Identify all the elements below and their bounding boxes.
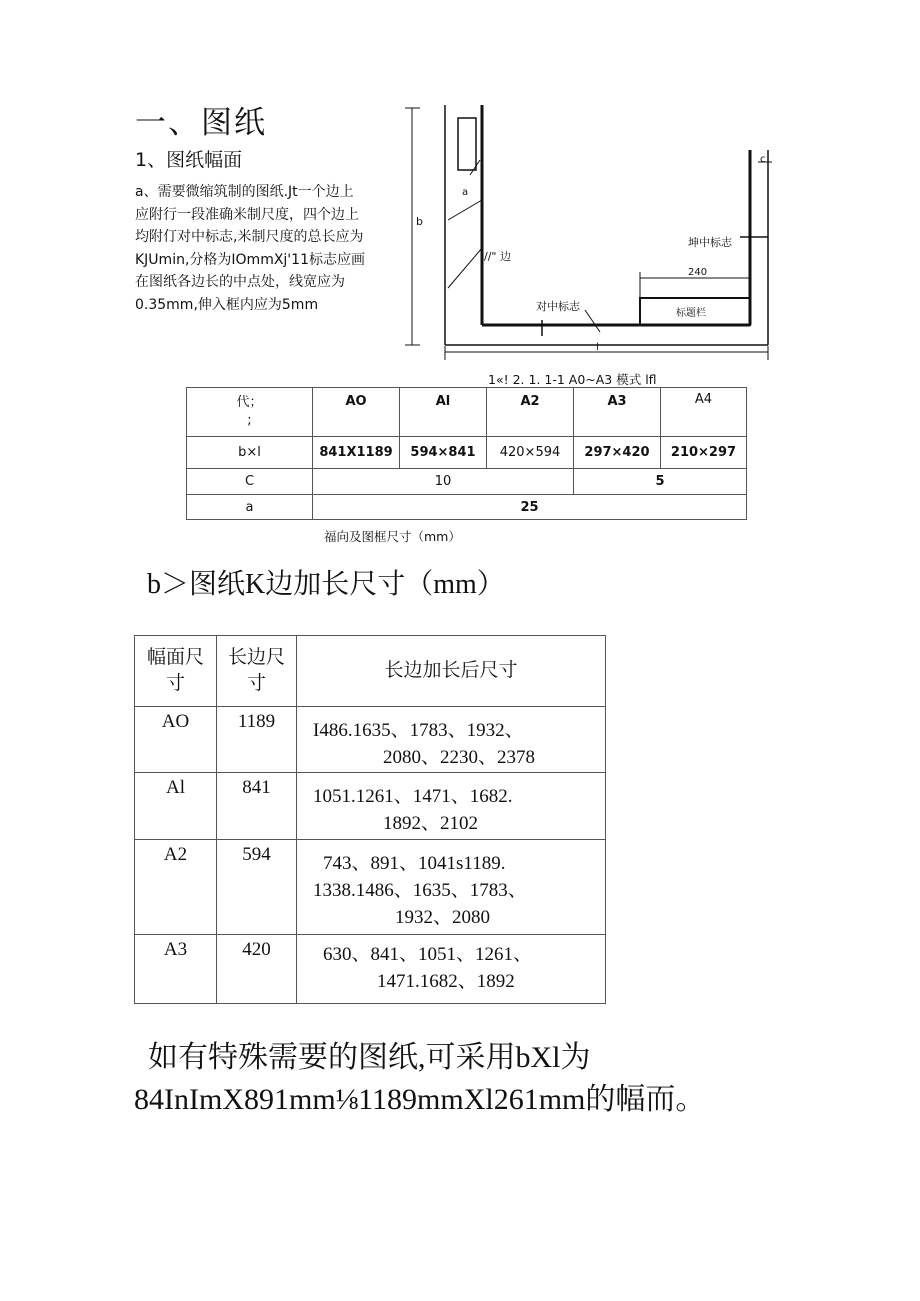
- section-title: b＞图纸K边加长尺寸（mm）: [147, 569, 505, 600]
- table-row: [187, 495, 747, 520]
- section-subheading: 1、图纸幅面: [135, 149, 243, 171]
- table-row: [135, 935, 606, 1004]
- label-a: a: [462, 187, 469, 198]
- paragraph-line: a、需要微缩筑制的图纸.Jt一个边上: [135, 184, 354, 200]
- lengths-cell: I486.1635、1783、1932、 2080、2230、2378: [297, 707, 606, 773]
- size-header: A2: [487, 388, 574, 437]
- extension-table: [134, 635, 606, 1004]
- header-cell: 幅面尺寸: [135, 636, 217, 707]
- header-code-sub: ;: [247, 413, 252, 428]
- size-cell: AO: [135, 707, 217, 773]
- table-row: [135, 707, 606, 773]
- table-cell: 210×297: [661, 437, 747, 469]
- table-row: [187, 469, 747, 495]
- label-border: //" 边: [484, 250, 511, 263]
- label-center-mark-bottom: 对中标志: [536, 300, 580, 313]
- paragraph-line: 0.35mm,伸入框内应为5mm: [135, 296, 319, 313]
- paragraph-line: KJUmin,分格为IOmmXj'11标志应画: [135, 251, 365, 268]
- label-title-block: 标题栏: [676, 308, 706, 319]
- row-label: a: [187, 495, 313, 520]
- sheet-format-diagram: [400, 100, 775, 370]
- long-edge-cell: 1189: [217, 707, 297, 773]
- size-cell: A3: [135, 935, 217, 1004]
- label-240: 240: [688, 267, 708, 278]
- table-cell: 420×594: [487, 437, 574, 469]
- sheet-size-table: [186, 387, 747, 520]
- table-cell: 25: [313, 495, 747, 520]
- lengths-cell: 743、891、1041s1189. 1338.1486、1635、1783、 1932、2080: [297, 840, 606, 935]
- size-cell: Al: [135, 773, 217, 840]
- label-l: l: [596, 342, 599, 353]
- size-header: AO: [313, 388, 400, 437]
- note-line: 如有特殊需要的图纸,可采用bXl为: [148, 1041, 591, 1074]
- note-line: 84InImX891mm⅛1189mmXl261mm的幅而。: [134, 1083, 706, 1116]
- header-cell: 长边加长后尺寸: [297, 636, 606, 707]
- index-box: [458, 118, 476, 170]
- table-cell: 297×420: [574, 437, 661, 469]
- table-row: [135, 773, 606, 840]
- table-cell: 10: [313, 469, 574, 495]
- label-c: c: [760, 154, 766, 165]
- label-center-mark-right: 坤中标志: [688, 236, 732, 249]
- row-label: b×l: [187, 437, 313, 469]
- table-cell: 5: [574, 469, 747, 495]
- special-size-note: [134, 1037, 706, 1121]
- table-caption: 福向及图框尺寸（mm）: [324, 529, 461, 544]
- long-edge-cell: 420: [217, 935, 297, 1004]
- header-code: 代；: [236, 395, 263, 410]
- table-row: [135, 840, 606, 935]
- row-label: C: [187, 469, 313, 495]
- long-edge-cell: 841: [217, 773, 297, 840]
- paragraph-line: 在图纸各边长的中点处，线宽应为: [135, 274, 345, 290]
- size-header: A3: [574, 388, 661, 437]
- table-row: [187, 388, 747, 437]
- table-cell: 841X1189: [313, 437, 400, 469]
- page-heading: 一、图纸: [135, 105, 267, 141]
- header-cell: 长边尺寸: [217, 636, 297, 707]
- size-cell: A2: [135, 840, 217, 935]
- long-edge-cell: 594: [217, 840, 297, 935]
- paragraph-line: 应附行一段准确米制尺度，四个边上: [135, 206, 359, 223]
- table-row: [187, 437, 747, 469]
- paragraph-line: 均附仃对中标志,米制尺度的总长应为: [135, 229, 364, 245]
- diagram-caption: 1«! 2. 1. 1-1 A0~A3 模式 lfl: [488, 372, 657, 387]
- intro-paragraph: [135, 181, 395, 316]
- lengths-cell: 1051.1261、1471、1682. 1892、2102: [297, 773, 606, 840]
- table-row: [135, 636, 606, 707]
- lengths-cell: 630、841、1051、1261、 1471.1682、1892: [297, 935, 606, 1004]
- table-cell: 594×841: [400, 437, 487, 469]
- size-header: A4: [661, 388, 747, 437]
- size-header: Al: [400, 388, 487, 437]
- label-b: b: [416, 215, 423, 228]
